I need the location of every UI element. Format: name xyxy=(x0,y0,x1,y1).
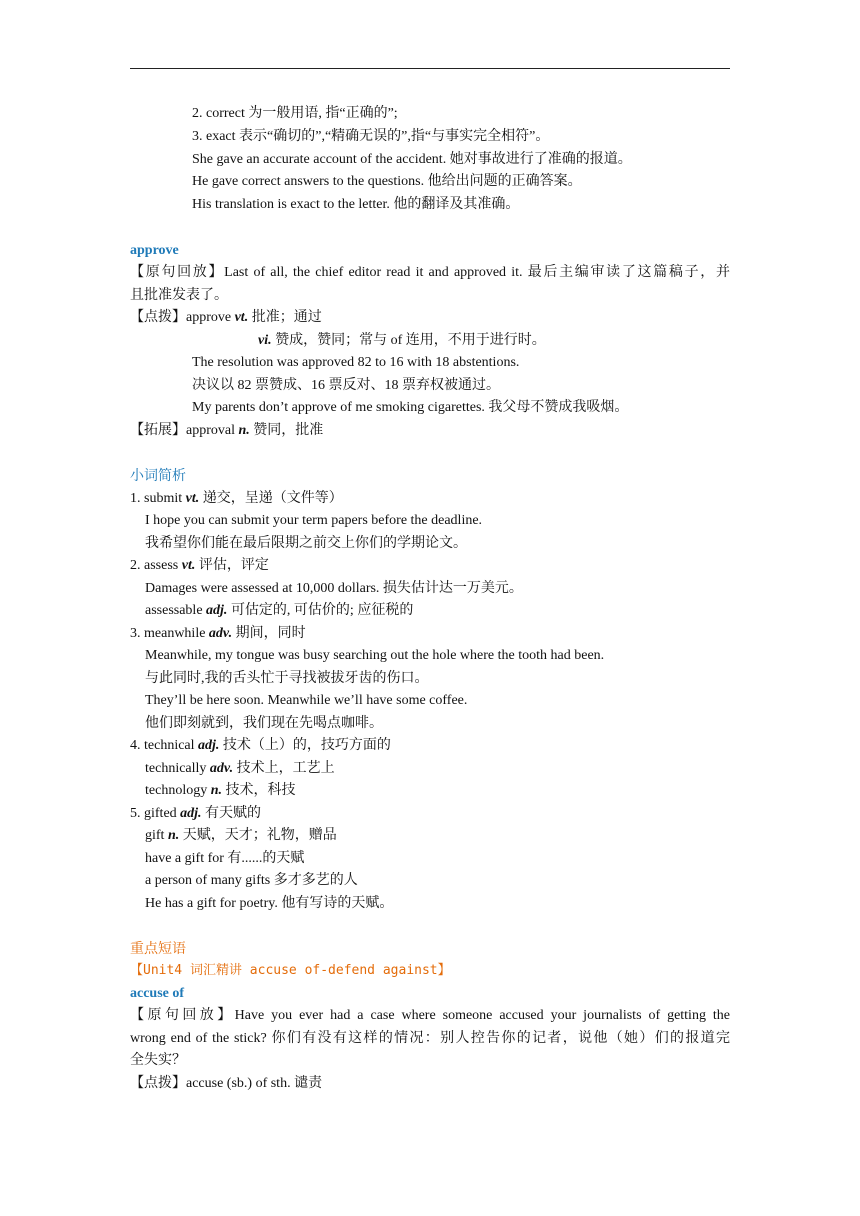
pos-label: adj. xyxy=(206,603,228,618)
definition: 评估，评定 xyxy=(195,558,269,573)
section-heading-key-phrases: 重点短语 xyxy=(130,941,186,957)
example-sentence: They’ll be here soon. Meanwhile we’ll have some coffee. xyxy=(145,693,468,708)
word-entry xyxy=(130,736,391,756)
original-sentence: 【原句回放】Have you ever had a case where someone accused your journalists of getting the xyxy=(130,1008,730,1023)
pos-label: adj. xyxy=(198,738,220,753)
example-sentence: I hope you can submit your term papers before the deadline. xyxy=(145,513,483,528)
pos-label: n. xyxy=(238,423,250,438)
tip-label: 【点拨】approve xyxy=(130,310,235,325)
pos-label: n. xyxy=(210,783,223,798)
definition: 技术上，工艺上 xyxy=(233,761,335,776)
definition: 赞成，赞同；常与 of 连用，不用于进行时。 xyxy=(271,333,546,348)
example-sentence: Meanwhile, my tongue was busy searching out the hole where the tooth had been. xyxy=(145,648,605,663)
header-rule xyxy=(130,68,730,69)
example-translation: 我希望你们能在最后限期之前交上你们的学期论文。 xyxy=(145,536,467,551)
word: assessable xyxy=(145,603,207,618)
original-sentence-cont: 全失实？ xyxy=(130,1053,186,1068)
definition: 可估定的, 可估价的; 应征税的 xyxy=(227,603,414,618)
word-entry xyxy=(145,759,335,779)
text-line: 3. exact 表示“确切的”,“精确无误的”,指“与事实完全相符”。 xyxy=(192,129,550,144)
word-entry xyxy=(145,826,337,846)
definition: 技术（上）的，技巧方面的 xyxy=(219,738,391,753)
original-sentence-cont: 且批准发表了。 xyxy=(130,288,228,303)
word-entry xyxy=(130,804,261,824)
pos-label: n. xyxy=(167,828,180,843)
pos-label: adv. xyxy=(208,626,233,641)
tip-line xyxy=(130,308,322,328)
definition: 递交，呈递（文件等） xyxy=(199,491,343,506)
example-sentence: The resolution was approved 82 to 16 with 18 abstentions. xyxy=(192,355,520,370)
word: technically xyxy=(145,761,210,776)
tip-line: 【点拨】accuse (sb.) of sth. 谴责 xyxy=(130,1076,323,1091)
pos-label: vt. xyxy=(185,491,200,506)
pos-label: vt. xyxy=(234,310,249,325)
pos-label: adj. xyxy=(180,806,202,821)
word-entry xyxy=(130,556,269,576)
section-heading-small-words: 小词简析 xyxy=(130,468,186,484)
example-sentence: She gave an accurate account of the accident. 她对事故进行了准确的报道。 xyxy=(192,152,632,167)
example-sentence: My parents don’t approve of me smoking cigarettes. 我父母不赞成我吸烟。 xyxy=(192,400,629,415)
entry-heading-approve: approve xyxy=(130,243,179,258)
word-entry xyxy=(145,781,296,801)
pos-label: vt. xyxy=(181,558,196,573)
definition: 技术，科技 xyxy=(222,783,296,798)
unit-tag: 【Unit4 词汇精讲 accuse of-defend against】 xyxy=(130,963,451,978)
definition: 天赋，天才；礼物，赠品 xyxy=(179,828,337,843)
definition: 有天赋的 xyxy=(201,806,262,821)
phrase-line: have a gift for 有......的天赋 xyxy=(145,851,305,866)
pos-label: adv. xyxy=(209,761,234,776)
tip-line xyxy=(258,331,546,351)
example-sentence: He has a gift for poetry. 他有写诗的天赋。 xyxy=(145,896,394,911)
word-entry xyxy=(145,601,413,621)
word: 2. assess xyxy=(130,558,182,573)
word: gift xyxy=(145,828,168,843)
word: 4. technical xyxy=(130,738,199,753)
word-entry xyxy=(130,489,343,509)
text-line: 2. correct 为一般用语, 指“正确的”; xyxy=(192,106,398,121)
word: 5. gifted xyxy=(130,806,181,821)
example-sentence: His translation is exact to the letter. 他的翻译及其准确。 xyxy=(192,197,520,212)
word: 3. meanwhile xyxy=(130,626,209,641)
example-sentence: He gave correct answers to the questions. 他给出问题的正确答案。 xyxy=(192,174,582,189)
example-translation: 决议以 82 票赞成、16 票反对、18 票弃权被通过。 xyxy=(192,378,500,393)
example-translation: 他们即刻就到，我们现在先喝点咖啡。 xyxy=(145,716,383,731)
extension-label: 【拓展】approval xyxy=(130,423,239,438)
word-entry xyxy=(130,624,306,644)
entry-heading-accuse-of: accuse of xyxy=(130,986,185,1001)
example-sentence: Damages were assessed at 10,000 dollars. 损失估计达一万美元。 xyxy=(145,581,523,596)
extension-line xyxy=(130,421,323,441)
word: technology xyxy=(145,783,211,798)
phrase-line: a person of many gifts 多才多艺的人 xyxy=(145,873,358,888)
word: 1. submit xyxy=(130,491,186,506)
pos-label: vi. xyxy=(258,333,272,348)
original-sentence-cont: wrong end of the stick? 你们有没有这样的情况：别人控告你的记者，说他（她）们的报道完 xyxy=(130,1031,730,1046)
original-sentence: 【原句回放】Last of all, the chief editor read it and approved it. 最后主编审读了这篇稿子，并 xyxy=(130,265,730,280)
definition: 期间，同时 xyxy=(232,626,306,641)
definition: 赞同，批准 xyxy=(249,423,324,438)
example-translation: 与此同时,我的舌头忙于寻找被拔牙齿的伤口。 xyxy=(145,671,429,686)
definition: 批准；通过 xyxy=(248,310,322,325)
